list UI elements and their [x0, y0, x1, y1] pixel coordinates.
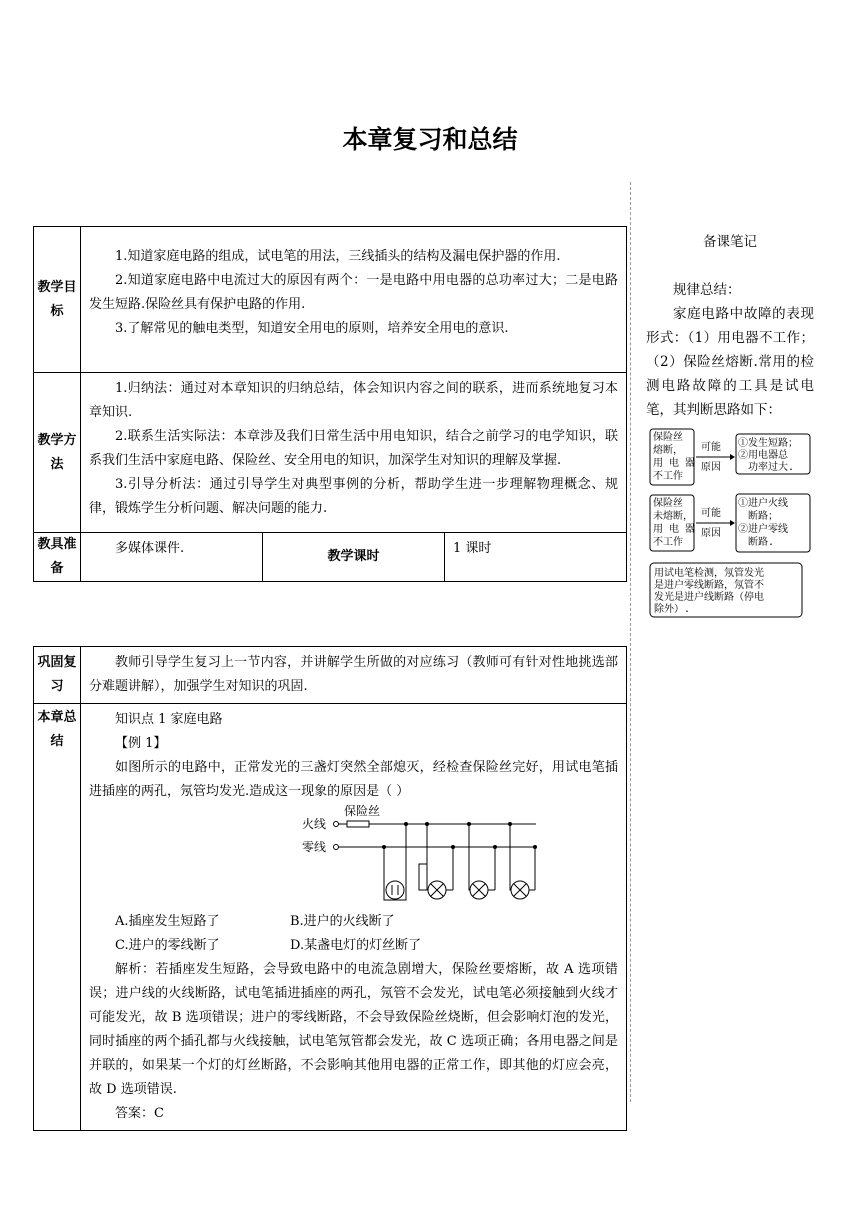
tools-label: 教具准备	[34, 533, 81, 582]
svg-text:除外）.: 除外）.	[654, 604, 691, 615]
tools-value: 多媒体课件.	[81, 533, 263, 582]
hours-value: 1 课时	[445, 533, 627, 582]
socket-symbol	[386, 881, 404, 899]
review-table	[33, 646, 627, 1131]
svg-text:不工作: 不工作	[653, 471, 683, 482]
svg-text:可能: 可能	[701, 442, 721, 453]
analysis-text: 解析：若插座发生短路，会导致电路中的电流急剧增大，保险丝要熔断，故 A 选项错误；进户线的火线断路，试电笔插进插座的两孔，氖管不会发光，试电笔必须接触到火线才可能发光，故 B 选项错误；进户的零线断路，不会导致保险丝烧断，但会影响灯泡的发光，同时插座的两个插孔都与火线接触，试电笔氖管都会发光，故 C 选项正确；各用电器之间是并联的，如果某一个灯的灯丝断路，不会影响其他用电器的正常工作，即其他的灯应会亮，故 D 选项错误.	[89, 962, 618, 1097]
goals-label: 教学目标	[34, 227, 81, 373]
goal-item: 2.知道家庭电路中电流过大的原因有两个：一是电路中用电器的总功率过大；二是电路发生短路.保险丝具有保护电路的作用.	[89, 273, 618, 312]
circuit-figure	[89, 804, 618, 910]
notes-divider	[630, 182, 631, 1102]
svg-text:原因: 原因	[701, 528, 721, 539]
svg-text:用试电笔检测，氖管发光: 用试电笔检测，氖管发光	[654, 568, 764, 579]
method-item: 1.归纳法：通过对本章知识的归纳总结，体会知识内容之间的联系，进而系统地复习本章知识.	[89, 381, 618, 420]
lesson-plan-table	[33, 226, 627, 582]
goals-cell	[81, 227, 627, 373]
flow-chart-1	[646, 426, 814, 492]
circuit-diagram	[89, 804, 629, 910]
option-a: A.插座发生短路了	[115, 914, 220, 929]
neutral-terminal	[334, 845, 339, 850]
svg-text:断路；: 断路；	[748, 511, 778, 522]
rule-text: 家庭电路中故障的表现形式：（1）用电器不工作；（2）保险丝熔断.常用的检测电路故障的工具是试电笔，其判断思路如下：	[646, 306, 814, 418]
method-item: 2.联系生活实际法：本章涉及我们日常生活中用电知识，结合之前学习的电学知识，联系我们生活中家庭电路、保险丝、安全用电的知识，加深学生对知识的理解及掌握.	[89, 429, 618, 468]
svg-text:②用电器总: ②用电器总	[738, 450, 788, 461]
svg-text:未熔断，: 未熔断，	[653, 511, 693, 522]
svg-text:是进户零线断路，氖管不: 是进户零线断路，氖管不	[654, 580, 764, 591]
fuse-symbol	[347, 821, 369, 827]
svg-text:功率过大.: 功率过大.	[748, 462, 795, 473]
rule-title: 规律总结：	[673, 282, 741, 298]
page-title: 本章复习和总结	[342, 125, 518, 154]
method-item: 3.引导分析法：通过引导学生对典型事例的分析，帮助学生进一步理解物理概念、规律，锻炼学生分析问题、解决问题的能力.	[89, 477, 618, 516]
example-label: 【例 1】	[115, 736, 167, 751]
fuse-label: 保险丝	[344, 804, 381, 818]
svg-text:保险丝: 保险丝	[653, 432, 683, 443]
summary-label: 本章总结	[34, 704, 81, 1131]
flow-chart-2	[646, 492, 814, 558]
neutral-label: 零线	[302, 840, 327, 854]
live-label: 火线	[302, 817, 327, 831]
live-terminal	[334, 822, 339, 827]
svg-text:②进户零线: ②进户零线	[738, 524, 788, 535]
summary-cell	[81, 704, 627, 1131]
option-b: B.进户的火线断了	[290, 914, 395, 929]
options-row-1	[89, 910, 618, 934]
svg-text:原因: 原因	[701, 462, 721, 473]
svg-text:熔断，: 熔断，	[653, 445, 683, 456]
hours-label: 教学课时	[263, 533, 445, 582]
svg-text:用 电 器: 用 电 器	[653, 458, 696, 469]
option-d: D.某盏电灯的灯丝断了	[290, 938, 422, 953]
goal-item: 1.知道家庭电路的组成，试电笔的用法，三线插头的结构及漏电保护器的作用.	[115, 249, 561, 264]
answer-text: 答案：C	[115, 1106, 164, 1121]
side-notes	[646, 230, 814, 620]
goal-item: 3.了解常见的触电类型，知道安全用电的原则，培养安全用电的意识.	[115, 321, 509, 336]
methods-cell	[81, 373, 627, 533]
svg-text:保险丝: 保险丝	[653, 498, 683, 509]
question-text: 如图所示的电路中，正常发光的三盏灯突然全部熄灭，经检查保险丝完好，用试电笔插进插座的两孔，氖管均发光.造成这一现象的原因是（ ）	[89, 760, 618, 799]
svg-text:用 电 器: 用 电 器	[653, 524, 696, 535]
knowledge-point: 知识点 1 家庭电路	[115, 712, 223, 727]
svg-text:断路.: 断路.	[748, 537, 775, 548]
review-cell: 教师引导学生复习上一节内容，并讲解学生所做的对应练习（教师可有针对性地挑选部分难题讲解），加强学生对知识的巩固.	[81, 647, 627, 704]
svg-text:可能: 可能	[701, 508, 721, 519]
svg-text:发光是进户线断路（停电: 发光是进户线断路（停电	[654, 592, 764, 603]
note-box	[646, 560, 814, 620]
svg-text:①发生短路；: ①发生短路；	[738, 438, 798, 449]
option-c: C.进户的零线断了	[115, 938, 220, 953]
notes-heading: 备课笔记	[703, 234, 757, 250]
options-row-2	[89, 934, 618, 958]
review-label: 巩固复习	[34, 647, 81, 704]
svg-text:①进户火线: ①进户火线	[738, 498, 788, 509]
methods-label: 教学方法	[34, 373, 81, 533]
svg-text:不工作: 不工作	[653, 537, 683, 548]
